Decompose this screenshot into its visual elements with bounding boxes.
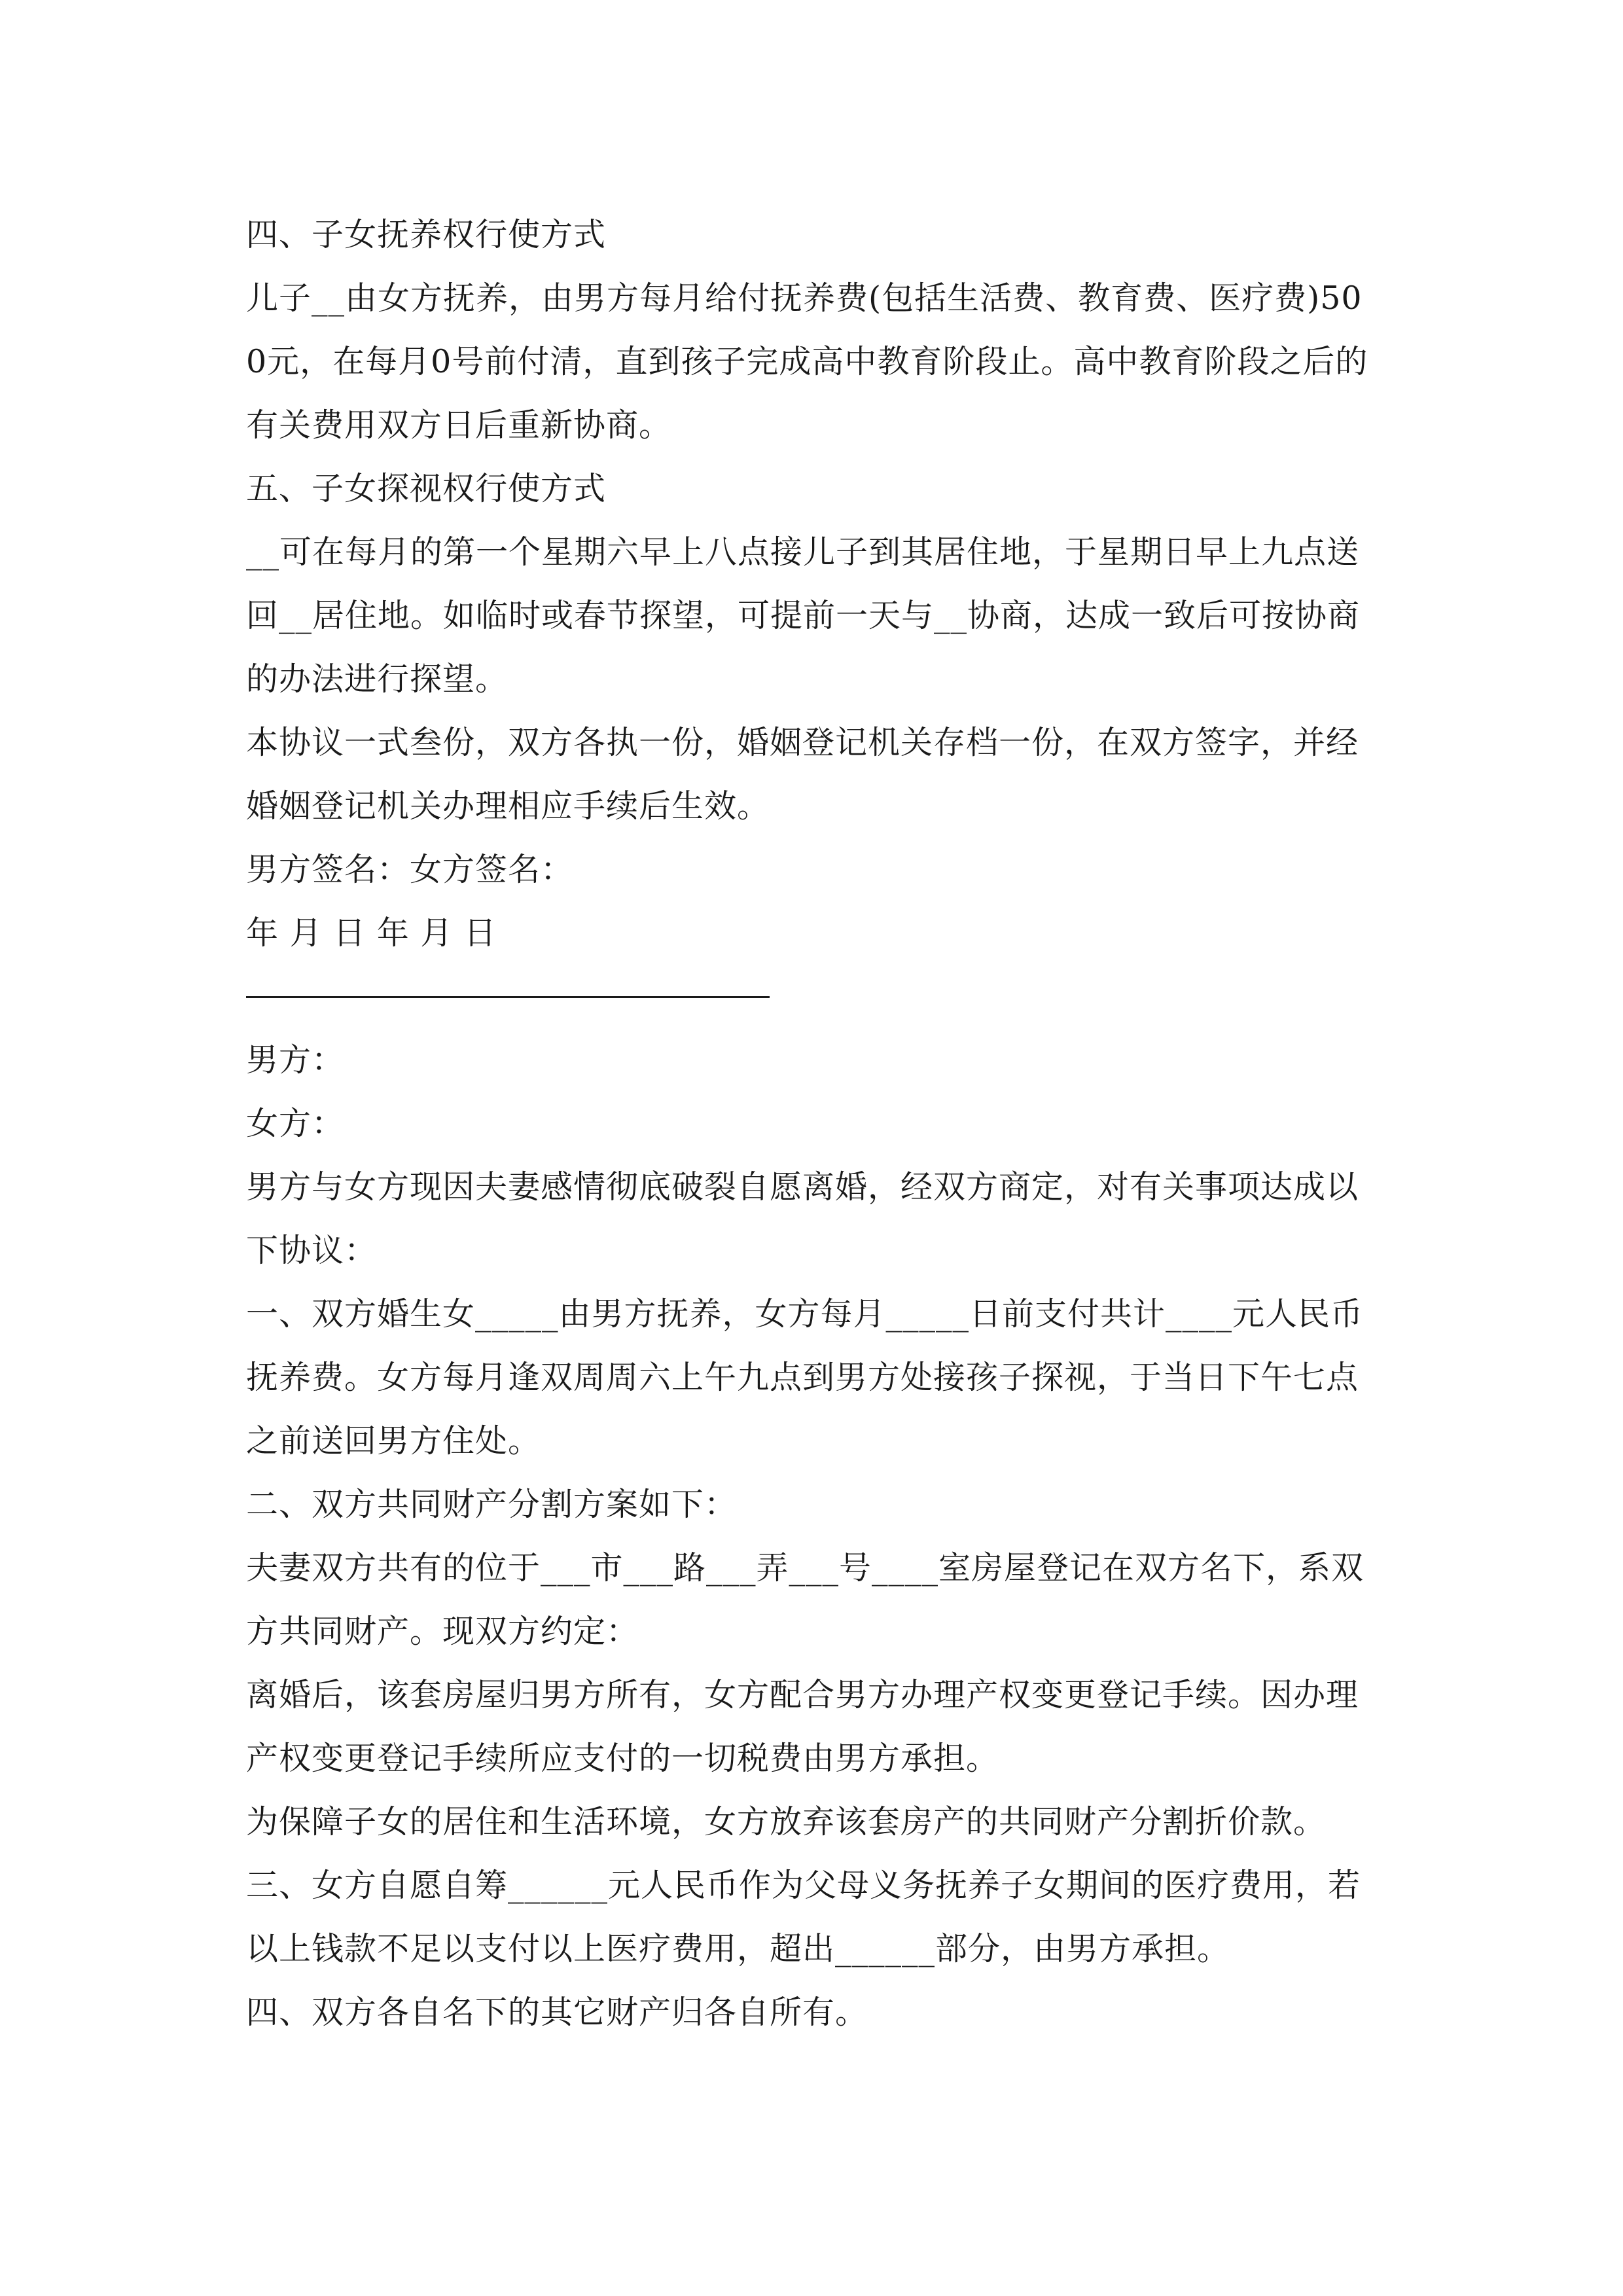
- date-line: 年 月 日 年 月 日: [246, 914, 497, 952]
- paragraph-waiver: 为保障子女的居住和生活环境，女方放弃该套房产的共同财产分割折价款。: [246, 1803, 1327, 1840]
- paragraph-clause-1: 一、双方婚生女_____由男方抚养，女方每月_____日前支付共计____元人民币抚养费。女方每月逢双周周六上午九点到男方处接孩子探视，于当日下午七点之前送回男方住处。: [246, 1295, 1364, 1460]
- paragraph-clause-4: 四、双方各自名下的其它财产归各自所有。: [246, 1994, 868, 2031]
- paragraph-visitation: __可在每月的第一个星期六早上八点接儿子到其居住地，于星期日早上九点送回__居住地。如临时或春节探望，可提前一天与__协商，达成一致后可按协商的办法进行探望。: [246, 533, 1361, 698]
- paragraph-intro: 男方与女方现因夫妻感情彻底破裂自愿离婚，经双方商定，对有关事项达成以下协议：: [246, 1168, 1359, 1269]
- paragraph-child-support: 儿子__由女方抚养，由男方每月给付抚养费(包括生活费、教育费、医疗费)500元，在每月0号前付清，直到孩子完成高中教育阶段止。高中教育阶段之后的有关费用双方日后重新协商。: [246, 279, 1368, 444]
- paragraph-copies: 本协议一式叁份，双方各执一份，婚姻登记机关存档一份，在双方签字，并经婚姻登记机关办理相应手续后生效。: [246, 724, 1359, 825]
- party-male: 男方：: [246, 1041, 345, 1079]
- signature-line: 男方签名：女方签名：: [246, 851, 574, 888]
- party-female: 女方：: [246, 1105, 345, 1142]
- paragraph-clause-3: 三、女方自愿自筹______元人民币作为父母义务抚养子女期间的医疗费用，若以上钱款不足以支付以上医疗费用，超出______部分，由男方承担。: [246, 1867, 1361, 1967]
- document-body: [246, 203, 1378, 2044]
- separator-rule: [246, 996, 770, 998]
- heading-custody: 四、子女抚养权行使方式: [246, 216, 607, 253]
- paragraph-house-ownership: 离婚后，该套房屋归男方所有，女方配合男方办理产权变更登记手续。因办理产权变更登记手续所应支付的一切税费由男方承担。: [246, 1676, 1359, 1777]
- heading-property: 二、双方共同财产分割方案如下：: [246, 1486, 738, 1523]
- heading-visitation: 五、子女探视权行使方式: [246, 470, 607, 507]
- paragraph-house: 夫妻双方共有的位于___市___路___弄___号____室房屋登记在双方名下，系双方共同财产。现双方约定：: [246, 1549, 1364, 1650]
- section-separator: [246, 965, 1378, 1028]
